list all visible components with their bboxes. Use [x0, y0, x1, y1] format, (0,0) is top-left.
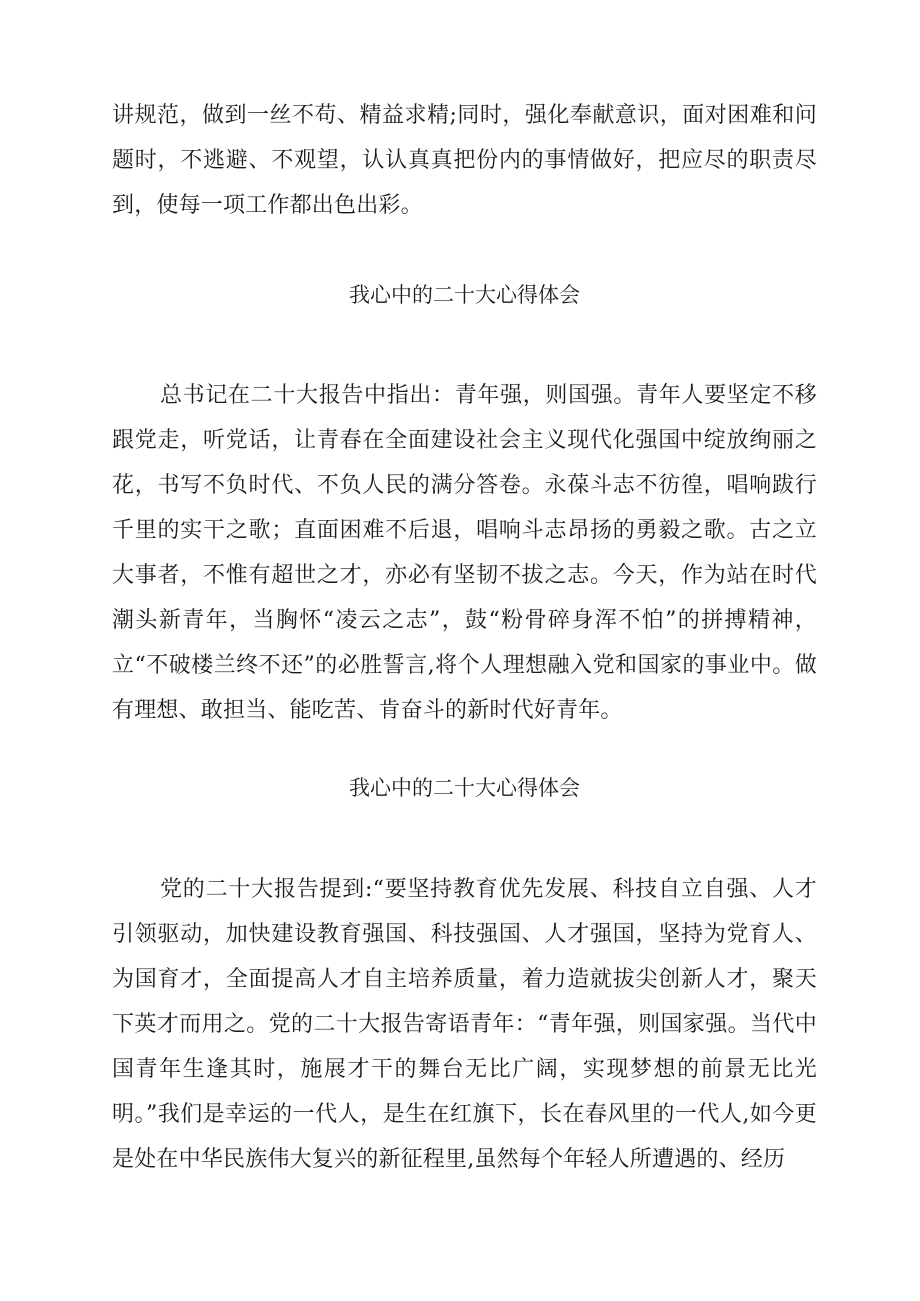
paragraph-youth: 总书记在二十大报告中指出：青年强，则国强。青年人要坚定不移跟党走，听党话，让青春在全面建设社会主义现代化强国中绽放绚丽之花，书写不负时代、不负人民的满分答卷。永葆斗志不彷徨，唱响跋行千里的实干之歌；直面困难不后退，唱响斗志昂扬的勇毅之歌。古之立大事者，不惟有超世之才，亦必有坚韧不拔之志。今天，作为站在时代潮头新青年，当胸怀“凌云之志”，鼓“粉骨碎身浑不怕”的拼搏精神，立“不破楼兰终不还”的必胜誓言,将个人理想融入党和国家的事业中。做有理想、敢担当、能吃苦、肯奋斗的新时代好青年。: [112, 383, 817, 723]
section-heading-1: 我心中的二十大心得体会: [349, 283, 580, 307]
paragraph-continued: 讲规范，做到一丝不苟、精益求精;同时，强化奉献意识，面对困难和问题时，不逃避、不观望，认认真真把份内的事情做好，把应尽的职责尽到，使每一项工作都出色出彩。: [112, 103, 817, 218]
section-heading-2: 我心中的二十大心得体会: [349, 776, 580, 800]
paragraph-education: 党的二十大报告提到:“要坚持教育优先发展、科技自立自强、人才引领驱动，加快建设教育强国、科技强国、人才强国，坚持为党育人、为国育才，全面提高人才自主培养质量，着力造就拔尖创新人才，聚天下英才而用之。党的二十大报告寄语青年：“青年强，则国家强。当代中国青年生逢其时，施展才干的舞台无比广阔，实现梦想的前景无比光明。”我们是幸运的一代人，是生在红旗下，长在春风里的一代人,如今更是处在中华民族伟大复兴的新征程里,虽然每个年轻人所遭遇的、经历: [112, 877, 817, 1172]
